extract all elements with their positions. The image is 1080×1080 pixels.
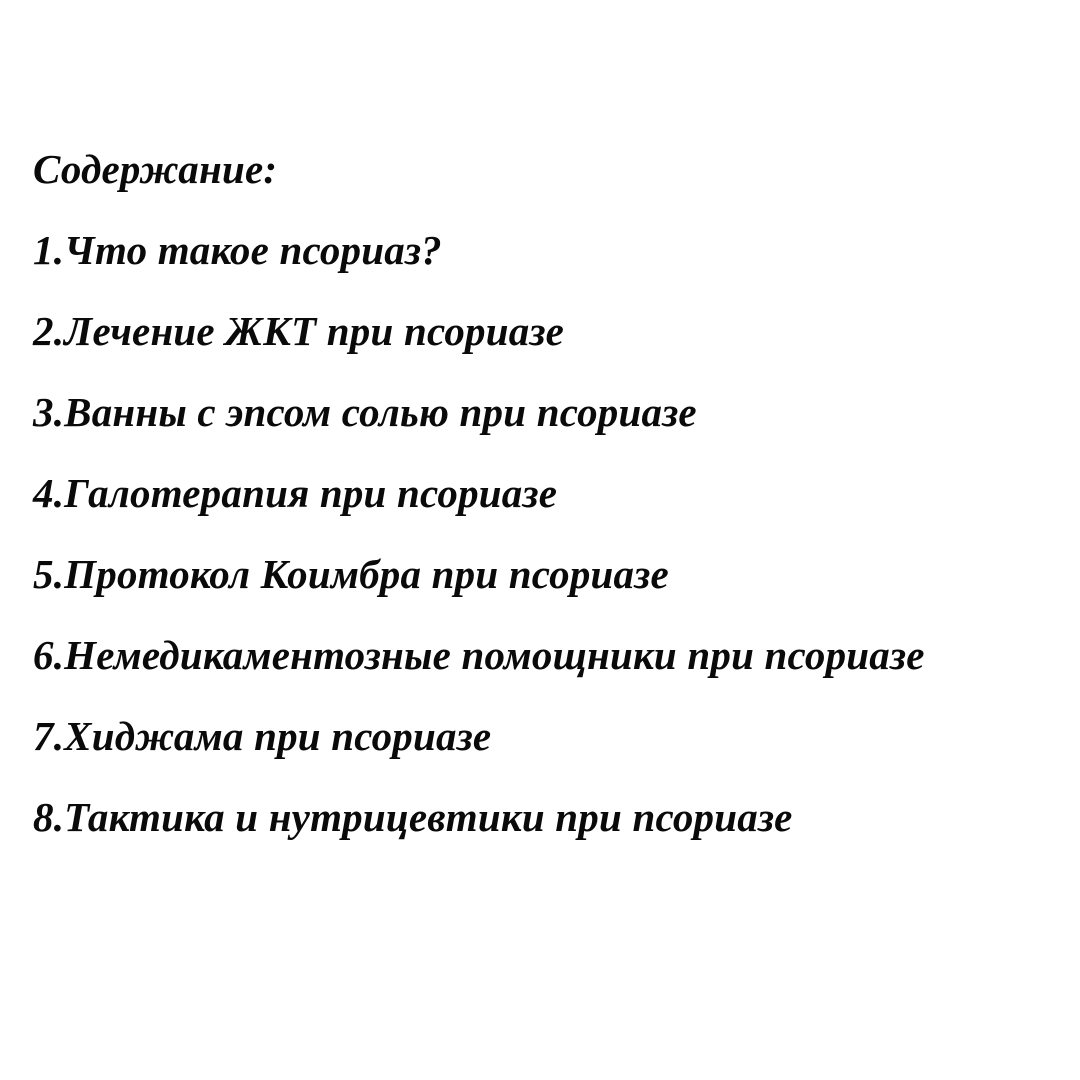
toc-item-5: 5.Протокол Коимбра при псориазе [33,551,669,597]
toc-list [33,221,1073,846]
toc-item-8: 8.Тактика и нутрицевтики при псориазе [33,794,793,840]
toc-item-7: 7.Хиджама при псориазе [33,713,492,759]
toc-item-1: 1.Что такое псориаз? [33,227,442,273]
toc-item-4: 4.Галотерапия при псориазе [33,470,558,516]
toc-item-2: 2.Лечение ЖКТ при псориазе [33,308,565,354]
table-of-contents [33,140,1073,869]
toc-item-6: 6.Немедикаментозные помощники при псориазе [33,632,925,678]
toc-heading: Содержание: [33,146,278,192]
toc-item-3: 3.Ванны с эпсом солью при псориазе [33,389,697,435]
